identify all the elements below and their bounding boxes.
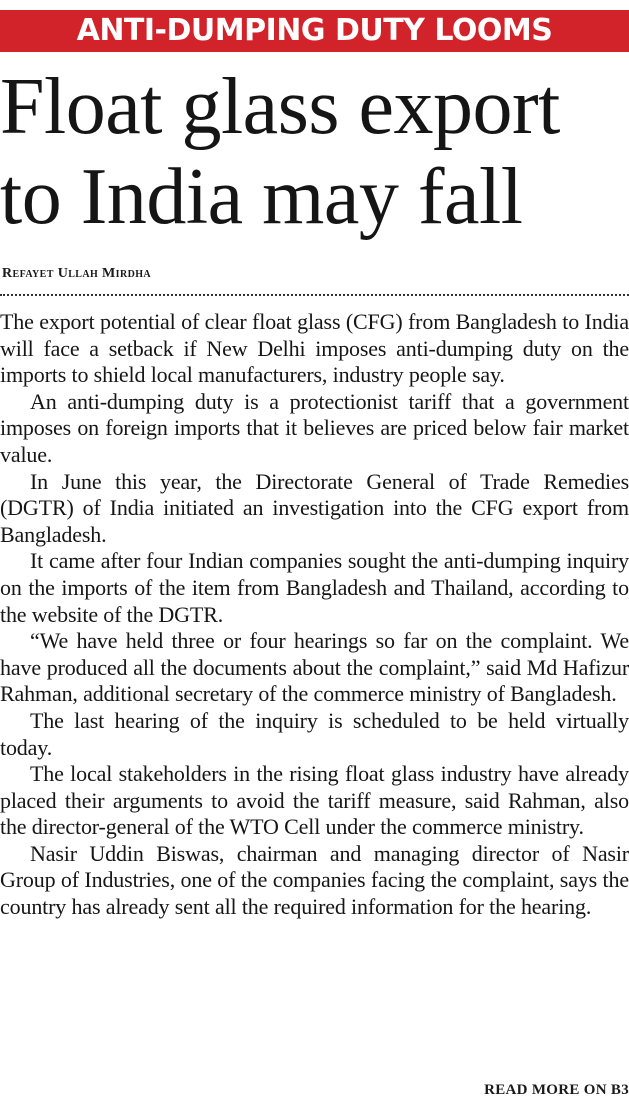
headline-line-1: Float glass export	[0, 63, 560, 151]
article-paragraph: The last hearing of the inquiry is scheduled to be held virtually today.	[0, 707, 629, 760]
article-paragraph: An anti-dumping duty is a protectionist tariff that a government imposes on foreign imports that it believes are priced below fair market value.	[0, 388, 629, 467]
article-paragraph: In June this year, the Directorate General of Trade Remedies (DGTR) of India initiated an investigation into the CFG export from Bangladesh.	[0, 468, 629, 547]
article-paragraph: It came after four Indian companies sought the anti-dumping inquiry on the imports of the item from Bangladesh and Thailand, according to the website of the DGTR.	[0, 548, 629, 627]
article-paragraph: The export potential of clear float glass (CFG) from Bangladesh to India will face a setback if New Delhi imposes anti-dumping duty on the imports to shield local manufacturers, industry people say.	[0, 309, 629, 388]
article-paragraph: “We have held three or four hearings so far on the complaint. We have produced all the documents about the complaint,” said Md Hafizur Rahman, additional secretary of the commerce ministry of Bangladesh.	[0, 628, 629, 707]
headline-line-2: to India may fall	[0, 153, 523, 241]
article-body	[0, 309, 629, 921]
kicker-banner: ANTI-DUMPING DUTY LOOMS	[0, 10, 629, 52]
article-paragraph: The local stakeholders in the rising float glass industry have already placed their arguments to avoid the tariff measure, said Rahman, also the director-general of the WTO Cell under the commerce ministry.	[0, 761, 629, 840]
byline: Refayet Ullah Mirdha	[2, 266, 152, 281]
read-more-link[interactable]: READ MORE ON B3	[484, 1082, 629, 1098]
headline	[0, 62, 629, 242]
article-paragraph: Nasir Uddin Biswas, chairman and managing director of Nasir Group of Industries, one of the companies facing the complaint, says the country has already sent all the required information for the hearing.	[0, 840, 629, 920]
dotted-divider	[0, 294, 629, 296]
